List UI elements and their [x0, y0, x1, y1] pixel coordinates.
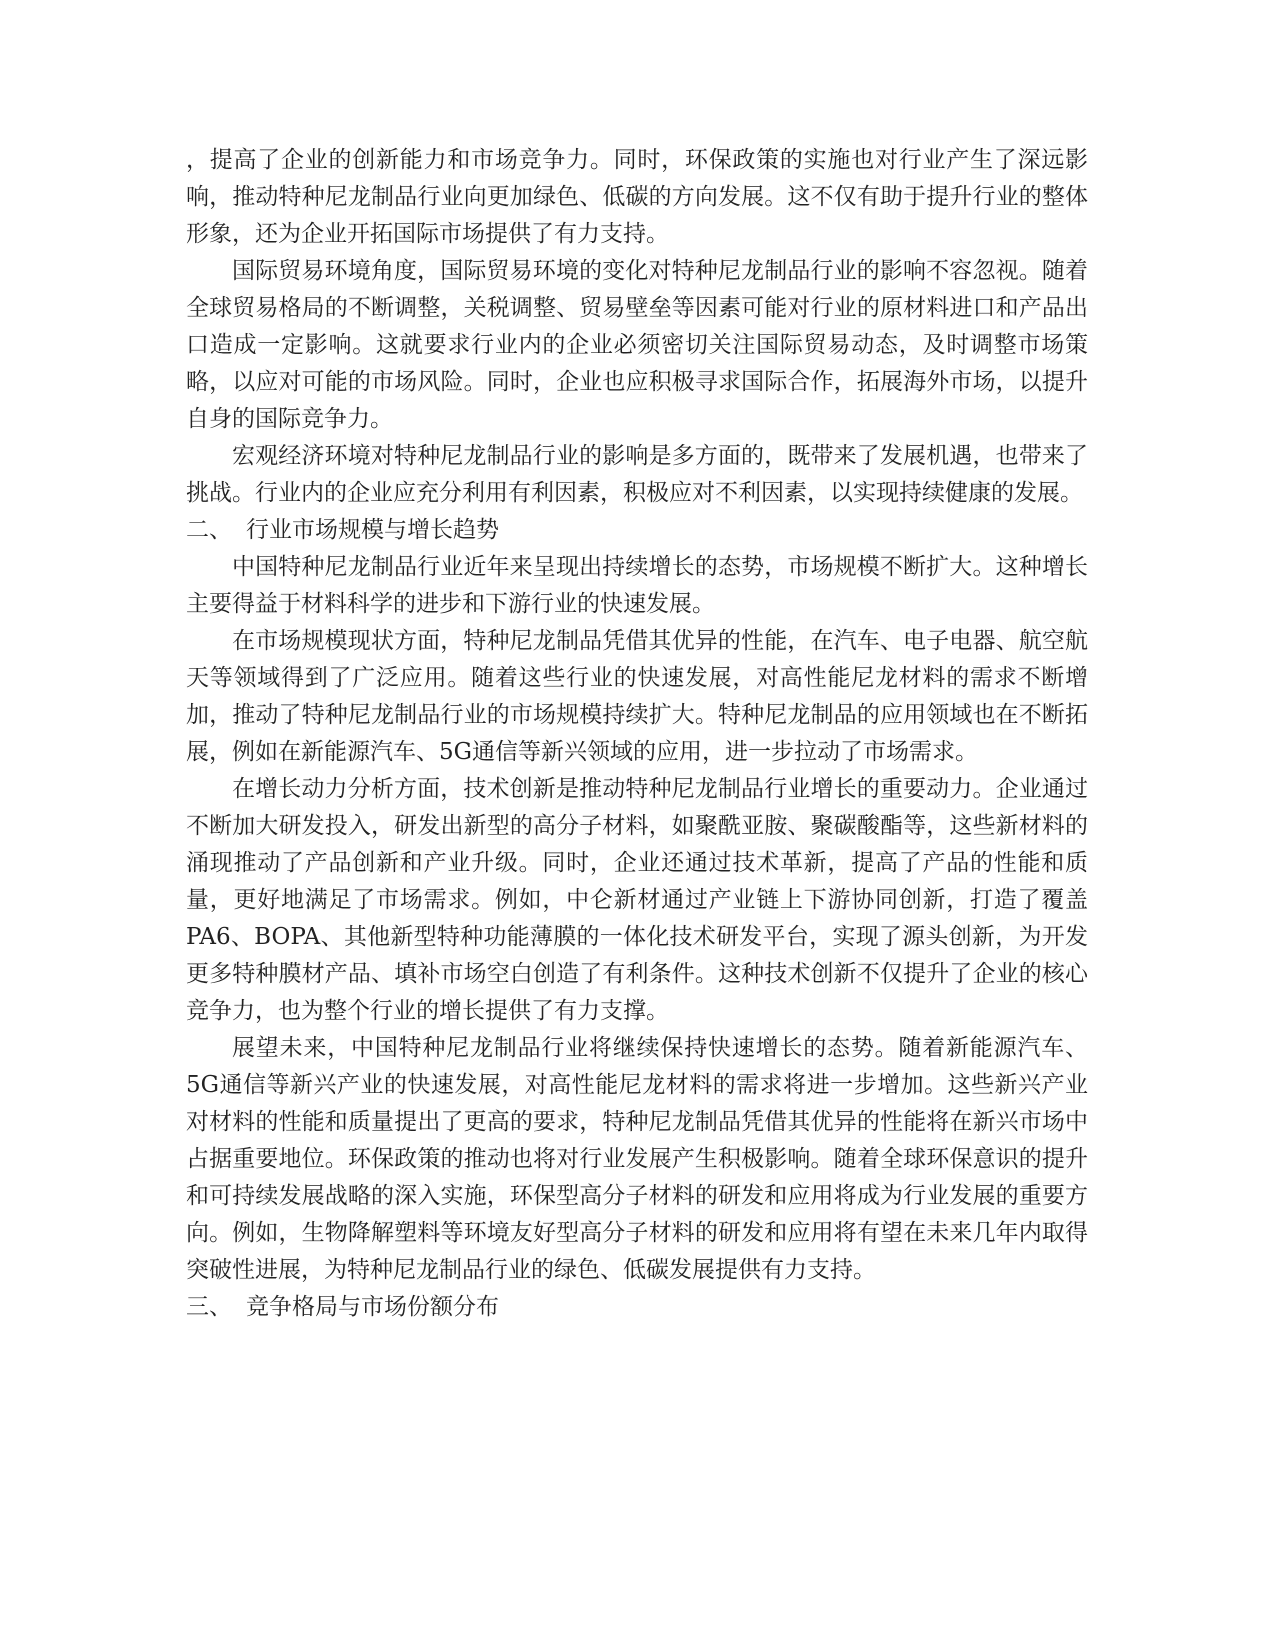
- section-heading-2: [186, 512, 1088, 549]
- section-number-3: 三、: [186, 1294, 232, 1320]
- section-number-2: 二、: [186, 517, 232, 543]
- paragraph-macro-summary: 宏观经济环境对特种尼龙制品行业的影响是多方面的，既带来了发展机遇，也带来了挑战。行业内的企业应充分利用有利因素，积极应对不利因素，以实现持续健康的发展。: [186, 443, 1088, 506]
- section-title-3: 竞争格局与市场份额分布: [246, 1294, 499, 1320]
- section-title-2: 行业市场规模与增长趋势: [246, 517, 499, 543]
- document-body: [186, 142, 1088, 1326]
- paragraph-continued: ，提高了企业的创新能力和市场竞争力。同时，环保政策的实施也对行业产生了深远影响，推动特种尼龙制品行业向更加绿色、低碳的方向发展。这不仅有助于提升行业的整体形象，还为企业开拓国际市场提供了有力支持。: [186, 147, 1088, 247]
- section-heading-3: [186, 1289, 1088, 1326]
- paragraph-trade-environment: 国际贸易环境角度，国际贸易环境的变化对特种尼龙制品行业的影响不容忽视。随着全球贸易格局的不断调整，关税调整、贸易壁垒等因素可能对行业的原材料进口和产品出口造成一定影响。这就要求行业内的企业必须密切关注国际贸易动态，及时调整市场策略，以应对可能的市场风险。同时，企业也应积极寻求国际合作，拓展海外市场，以提升自身的国际竞争力。: [186, 258, 1088, 432]
- paragraph-growth-overview: 中国特种尼龙制品行业近年来呈现出持续增长的态势，市场规模不断扩大。这种增长主要得益于材料科学的进步和下游行业的快速发展。: [186, 554, 1088, 617]
- paragraph-outlook: 展望未来，中国特种尼龙制品行业将继续保持快速增长的态势。随着新能源汽车、5G通信等新兴产业的快速发展，对高性能尼龙材料的需求将进一步增加。这些新兴产业对材料的性能和质量提出了更高的要求，特种尼龙制品凭借其优异的性能将在新兴市场中占据重要地位。环保政策的推动也将对行业发展产生积极影响。随着全球环保意识的提升和可持续发展战略的深入实施，环保型高分子材料的研发和应用将成为行业发展的重要方向。例如，生物降解塑料等环境友好型高分子材料的研发和应用将有望在未来几年内取得突破性进展，为特种尼龙制品行业的绿色、低碳发展提供有力支持。: [186, 1035, 1088, 1283]
- paragraph-market-scale: 在市场规模现状方面，特种尼龙制品凭借其优异的性能，在汽车、电子电器、航空航天等领域得到了广泛应用。随着这些行业的快速发展，对高性能尼龙材料的需求不断增加，推动了特种尼龙制品行业的市场规模持续扩大。特种尼龙制品的应用领域也在不断拓展，例如在新能源汽车、5G通信等新兴领域的应用，进一步拉动了市场需求。: [186, 628, 1088, 765]
- paragraph-growth-drivers: 在增长动力分析方面，技术创新是推动特种尼龙制品行业增长的重要动力。企业通过不断加大研发投入，研发出新型的高分子材料，如聚酰亚胺、聚碳酸酯等，这些新材料的涌现推动了产品创新和产业升级。同时，企业还通过技术革新，提高了产品的性能和质量，更好地满足了市场需求。例如，中仑新材通过产业链上下游协同创新，打造了覆盖PA6、BOPA、其他新型特种功能薄膜的一体化技术研发平台，实现了源头创新，为开发更多特种膜材产品、填补市场空白创造了有利条件。这种技术创新不仅提升了企业的核心竞争力，也为整个行业的增长提供了有力支撑。: [186, 776, 1088, 1024]
